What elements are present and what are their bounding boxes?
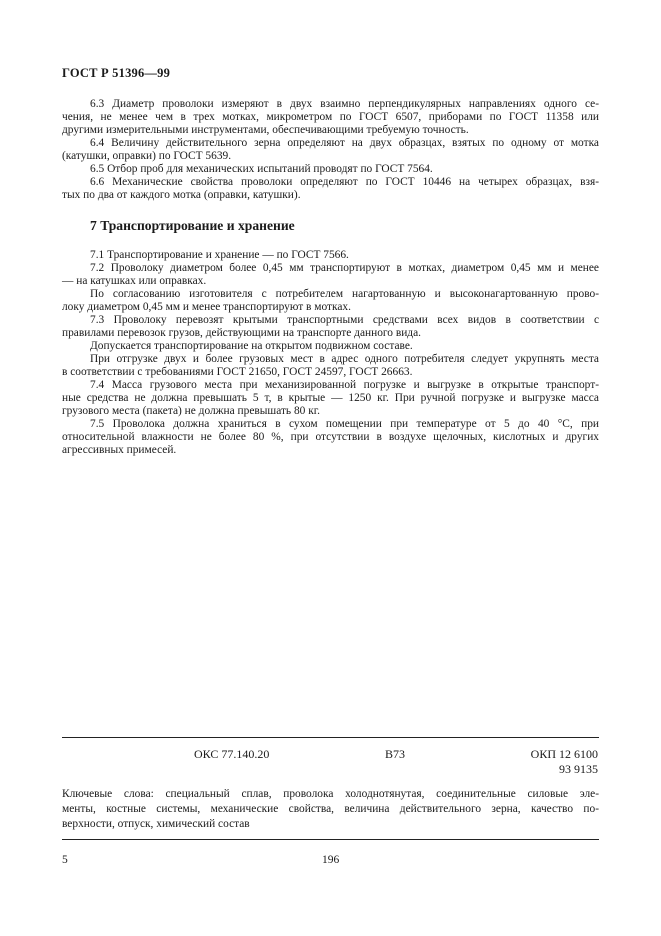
text-line: 6.6 Механические свойства проволоки определяют по ГОСТ 10446 на четырех образцах, взя- xyxy=(90,176,599,188)
text-line: 6.3 Диаметр проволоки измеряют в двух взаимно перпендикулярных направлениях одного се- xyxy=(90,98,599,110)
keywords-line: Ключевые слова: специальный сплав, проволока холоднотянутая, соединительные силовые эле- xyxy=(62,788,599,800)
text-line: 7.1 Транспортирование и хранение — по ГОСТ 7566. xyxy=(90,249,349,261)
document-header: ГОСТ Р 51396—99 xyxy=(62,66,171,80)
oks-code: ОКС 77.140.20 xyxy=(194,747,270,761)
keywords-line: верхности, отпуск, химический состав xyxy=(62,818,250,830)
text-line: локу диаметром 0,45 мм и менее транспортируют в мотках. xyxy=(62,301,351,313)
text-line: другими измерительными инструментами, обеспечивающими требуемую точность. xyxy=(62,124,469,136)
text-line: в соответствии с требованиями ГОСТ 21650, ГОСТ 24597, ГОСТ 26663. xyxy=(62,366,413,378)
text-line: (катушки, оправки) по ГОСТ 5639. xyxy=(62,150,232,162)
section-7-text xyxy=(62,249,599,457)
text-line: относительной влажности не более 80 %, при отсутствии в воздухе щелочных, кислотных и других xyxy=(62,431,599,443)
text-line: 7.3 Проволоку перевозят крытыми транспортными средствами всех видов в соответствии с xyxy=(90,314,599,326)
text-line: 6.5 Отбор проб для механических испытаний проводят по ГОСТ 7564. xyxy=(90,163,433,175)
okp-code-2: 93 9135 xyxy=(559,762,598,776)
text-line: 7.5 Проволока должна храниться в сухом помещении при температуре от 5 до 40 °С, при xyxy=(90,418,599,430)
group-code: В73 xyxy=(385,747,406,761)
text-line: правилами перевозок грузов, действующими на транспорте данного вида. xyxy=(62,327,422,339)
page-number-global: 196 xyxy=(322,854,340,866)
text-line: грузового места (пакета) не должна превышать 80 кг. xyxy=(62,405,320,417)
keywords-bottom-rule xyxy=(62,839,599,840)
okp-code-1: ОКП 12 6100 xyxy=(530,747,598,761)
text-line: ные средства не должна превышать 5 т, в крытые — 1250 кг. При ручной погрузке и выгрузке масса xyxy=(62,392,599,404)
text-line: 7.4 Масса грузового места при механизированной погрузке и выгрузке в открытые транспорт- xyxy=(90,379,599,391)
page-number-local: 5 xyxy=(62,854,68,866)
keywords-line: менты, костные системы, механические свойства, величина действительного зерна, качество по- xyxy=(62,803,599,815)
text-line: 6.4 Величину действительного зерна определяют на двух образцах, взятых по одному от мотка xyxy=(90,137,599,149)
keywords-block xyxy=(62,787,599,832)
text-line: тых по два от каждого мотка (оправки, катушки). xyxy=(62,189,301,201)
section-7-title: 7 Транспортирование и хранение xyxy=(90,218,295,233)
text-line: — на катушках или оправках. xyxy=(62,275,207,287)
section-6-text xyxy=(62,98,599,202)
text-line: При отгрузке двух и более грузовых мест в адрес одного потребителя следует укрупнять места xyxy=(90,353,599,365)
text-line: чения, не менее чем в трех мотках, микрометром по ГОСТ 6507, приборами по ГОСТ 11358 или xyxy=(62,111,599,123)
text-line: Допускается транспортирование на открытом подвижном составе. xyxy=(90,340,413,352)
text-line: 7.2 Проволоку диаметром более 0,45 мм транспортируют в мотках, диаметром 0,45 мм и менее xyxy=(90,262,599,274)
text-line: По согласованию изготовителя с потребителем нагартованную и высоконагартованную прово- xyxy=(90,288,599,300)
classification-top-rule xyxy=(62,737,599,738)
text-line: агрессивных примесей. xyxy=(62,444,177,456)
